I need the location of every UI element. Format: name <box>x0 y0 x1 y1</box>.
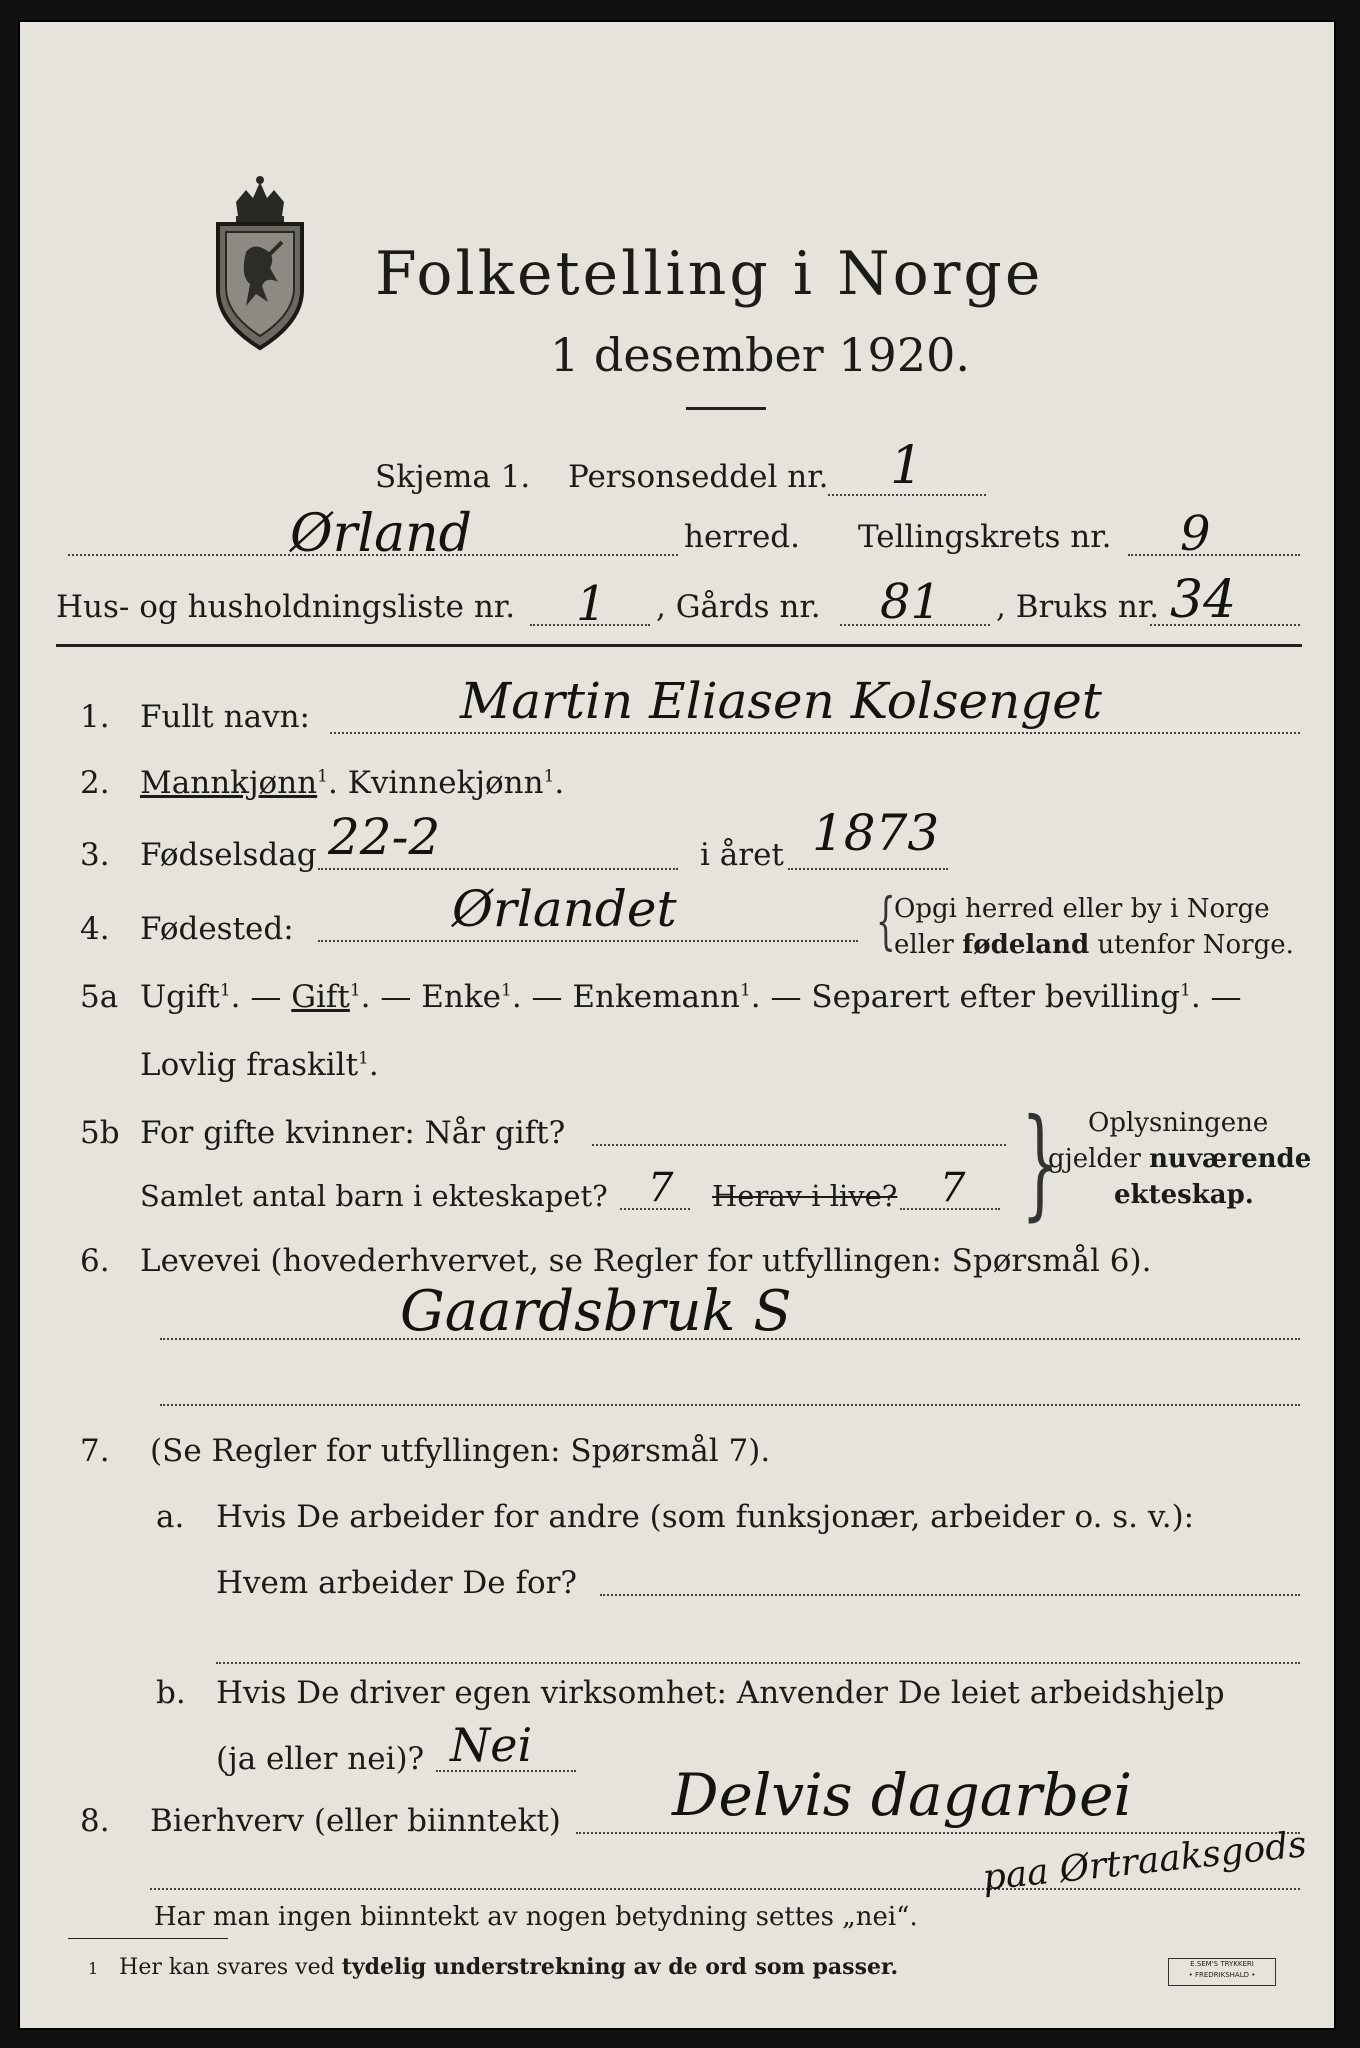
q7b-value: Nei <box>450 1718 533 1772</box>
tellingskrets-value: 9 <box>1180 506 1211 562</box>
q5b-label1: For gifte kvinner: Når gift? <box>140 1115 566 1151</box>
q1-line <box>330 732 1300 734</box>
q3-year-label: i året <box>700 837 784 873</box>
q4-value: Ørlandet <box>452 880 677 938</box>
q5b-herav-label: Herav i live? <box>712 1179 898 1213</box>
census-date: 1 desember 1920. <box>550 328 970 382</box>
q7b-letter: b. <box>156 1675 186 1711</box>
q8-note: Har man ingen biinntekt av nogen betydning settes „nei“. <box>154 1902 918 1932</box>
q7-number: 7. <box>80 1433 110 1469</box>
q3-year-line <box>788 868 948 870</box>
q8-number: 8. <box>80 1803 110 1839</box>
herred-label: herred. <box>684 519 800 555</box>
q2-number: 2. <box>80 765 110 801</box>
q7b-text: Hvis De driver egen virksomhet: Anvender De leiet arbeidshjelp <box>216 1675 1225 1711</box>
q8-line1 <box>576 1832 1300 1834</box>
husliste-label: Hus- og husholdningsliste nr. <box>56 589 516 625</box>
q5b-number: 5b <box>80 1115 120 1151</box>
q5b-note-line1: Oplysningene <box>1088 1108 1269 1138</box>
q3-year-value: 1873 <box>812 804 940 862</box>
personseddel-value: 1 <box>890 436 924 496</box>
q5a-number: 5a <box>80 979 119 1015</box>
personseddel-label: Personseddel nr. <box>568 459 829 495</box>
q4-label: Fødested: <box>140 911 294 947</box>
q1-value: Martin Eliasen Kolsenget <box>460 672 1102 730</box>
q8-value-line2: paa Ørtraaksgods <box>980 1824 1309 1899</box>
q6-value: Gaardsbruk S <box>400 1279 792 1344</box>
q6-label: Levevei (hovederhvervet, se Regler for utfyllingen: Spørsmål 6). <box>140 1243 1152 1279</box>
footnote-mark: 1 <box>88 1959 99 1978</box>
q5b-barn-value: 7 <box>648 1165 674 1211</box>
q5b-note-line3: ekteskap. <box>1114 1180 1254 1210</box>
q3-label: Fødselsdag <box>140 837 317 873</box>
tellingskrets-label: Tellingskrets nr. <box>858 519 1112 555</box>
q5b-herav-value: 7 <box>940 1165 966 1211</box>
q4-note-line2: eller fødeland utenfor Norge. <box>894 930 1294 960</box>
census-form <box>18 20 1336 2030</box>
q7b-question: (ja eller nei)? <box>216 1741 425 1777</box>
q5a-ugift: Ugift <box>140 979 220 1015</box>
q2-kvinne: Kvinnekjønn <box>347 765 544 801</box>
q5b-label2: Samlet antal barn i ekteskapet? <box>140 1179 608 1213</box>
q7a-question: Hvem arbeider De for? <box>216 1565 578 1601</box>
q5a-options: Ugift$^1$. — Gift$^1$. — Enke$^1$. — Enkemann$^1$. — Separert efter bevilling$^1$. — <box>140 979 1242 1015</box>
form-title: Folketelling i Norge <box>375 239 1044 309</box>
q2-mann: Mannkjønn <box>140 765 318 801</box>
bruks-value: 34 <box>1170 570 1237 630</box>
q6-line2 <box>160 1404 1300 1406</box>
husliste-value: 1 <box>576 576 607 632</box>
q5a-enke: Enke <box>421 979 501 1015</box>
q4-number: 4. <box>80 911 110 947</box>
q7a-letter: a. <box>156 1499 185 1535</box>
q5b-gift-line <box>592 1144 1006 1146</box>
q4-brace: { <box>875 884 896 957</box>
q1-number: 1. <box>80 699 110 735</box>
title-divider <box>686 407 766 410</box>
footnote: 1 Her kan svares ved tydelig understrekning av de ord som passer. <box>88 1954 899 1980</box>
herred-value: Ørland <box>290 504 472 564</box>
q2-options: Mannkjønn$^1$. Kvinnekjønn$^1$. <box>140 765 565 801</box>
q3-number: 3. <box>80 837 110 873</box>
printer-mark: E.SEM'S TRYKKERI • FREDRIKSHALD • <box>1168 1958 1276 1986</box>
q1-label: Fullt navn: <box>140 699 310 735</box>
header-rule <box>56 644 1302 647</box>
q7a-text: Hvis De arbeider for andre (som funksjonær, arbeider o. s. v.): <box>216 1499 1195 1535</box>
q3-value: 22-2 <box>328 808 441 866</box>
q7a-line2 <box>216 1662 1300 1664</box>
q8-line2 <box>150 1888 1300 1890</box>
q4-note-line1: Opgi herred eller by i Norge <box>894 894 1270 924</box>
q5a-gift: Gift <box>291 979 350 1015</box>
q8-label: Bierhverv (eller biinntekt) <box>150 1803 561 1839</box>
q5a-separert: Separert efter bevilling <box>811 979 1181 1015</box>
q3-day-line <box>318 868 678 870</box>
gards-value: 81 <box>880 574 942 630</box>
q5b-note-line2: gjelder nuværende <box>1048 1144 1312 1174</box>
q7a-line1 <box>600 1594 1300 1596</box>
q5a-fraskilt: Lovlig fraskilt <box>140 1047 359 1083</box>
q6-number: 6. <box>80 1243 110 1279</box>
q7-label: (Se Regler for utfyllingen: Spørsmål 7). <box>150 1433 771 1469</box>
q8-value-line1: Delvis dagarbei <box>672 1761 1133 1829</box>
q5b-brace: } <box>1021 1094 1060 1233</box>
q5a-enkemann: Enkemann <box>572 979 740 1015</box>
footnote-rule <box>68 1938 228 1939</box>
skjema-label: Skjema 1. <box>375 459 531 495</box>
q5a-fraskilt-line: Lovlig fraskilt$^1$. <box>140 1047 379 1083</box>
bruks-label: , Bruks nr. <box>996 589 1160 625</box>
coat-of-arms-icon <box>206 172 314 352</box>
gards-label: , Gårds nr. <box>656 589 821 625</box>
q4-line <box>318 940 858 942</box>
tellingskrets-line <box>1128 554 1300 556</box>
